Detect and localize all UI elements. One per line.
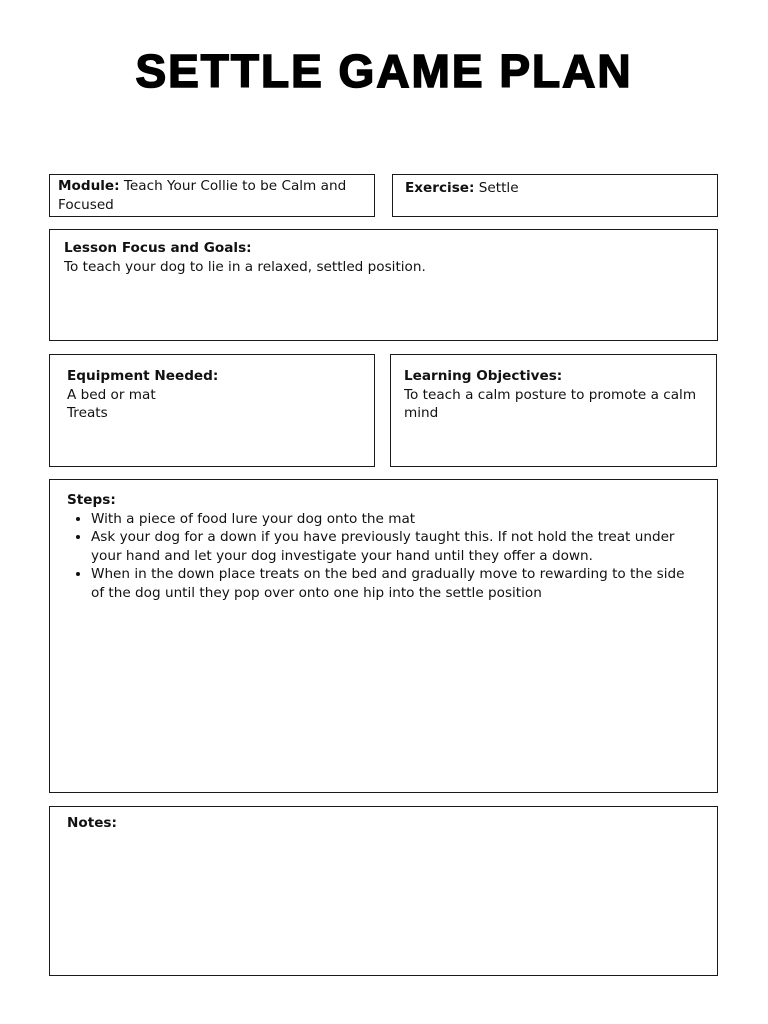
exercise-box [392,174,718,217]
steps-box [49,479,718,793]
page-title: SETTLE GAME PLAN [135,45,633,97]
lesson-focus-label: Lesson Focus and Goals: [64,240,252,256]
step-item: • Ask your dog for a down if you have previously taught this. If not hold the treat under your hand and let your dog investigate your hand until they offer a down. [91,528,700,565]
steps-list [67,510,700,603]
exercise-text [405,179,705,198]
equipment-label: Equipment Needed: [67,368,219,384]
equipment-item: Treats [67,405,108,421]
learning-objectives-label: Learning Objectives: [404,368,563,384]
exercise-label: Exercise: [405,180,475,196]
equipment-item: A bed or mat [67,386,156,403]
lesson-focus-box [49,229,718,341]
notes-label: Notes: [67,815,117,831]
learning-objectives-value: To teach a calm posture to promote a calm mind [404,386,697,421]
learning-objectives-box [390,354,717,467]
module-label: Module: [58,178,120,194]
module-value: Teach Your Collie to be Calm and Focused [58,178,347,213]
exercise-value: Settle [478,180,519,196]
steps-label: Steps: [67,492,116,508]
module-text [58,177,366,214]
module-box [49,174,375,217]
lesson-focus-value: To teach your dog to lie in a relaxed, settled position. [64,258,426,275]
notes-box [49,806,718,976]
step-item: • When in the down place treats on the bed and gradually move to rewarding to the side of the dog until they pop over onto one hip into the settle position [91,565,700,602]
step-item: • With a piece of food lure your dog onto the mat [91,510,700,529]
equipment-box [49,354,375,467]
